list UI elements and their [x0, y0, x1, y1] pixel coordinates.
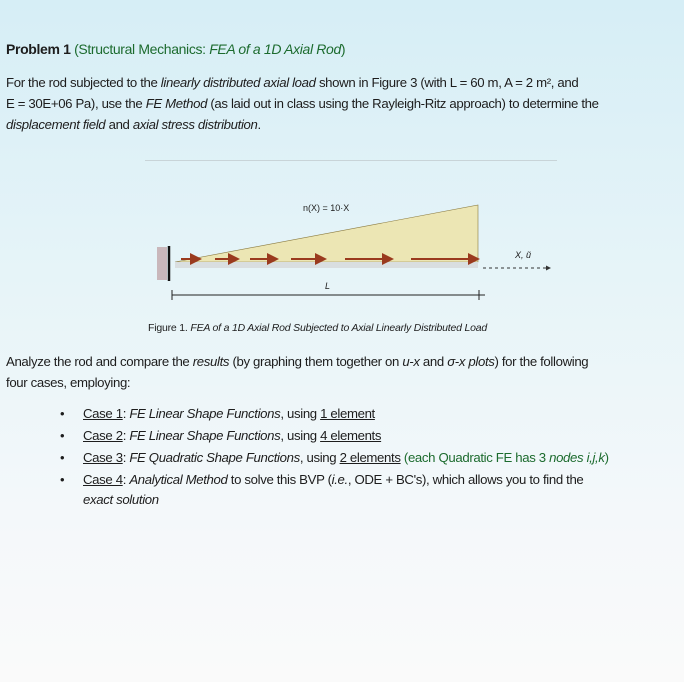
- length-label: L: [325, 281, 331, 291]
- analyze-line-1: Analyze the rod and compare the results (by graphing them together on u-x and σ-x plots) for the following: [6, 354, 589, 369]
- case-3: Case 3: FE Quadratic Shape Functions, using 2 elements (each Quadratic FE has 3 nodes i,j,k): [83, 450, 609, 465]
- rod: [175, 262, 478, 268]
- case-2: Case 2: FE Linear Shape Functions, using 4 elements: [83, 428, 382, 443]
- fixed-wall: [157, 247, 167, 280]
- case-4-continued: exact solution: [83, 492, 159, 507]
- bullet: •: [60, 406, 65, 421]
- bullet: •: [60, 428, 65, 443]
- case-1: Case 1: FE Linear Shape Functions, using 1 element: [83, 406, 375, 421]
- intro-line-1: For the rod subjected to the linearly distributed axial load shown in Figure 3 (with L = 60 m, A = 2 m², and: [6, 75, 579, 90]
- bullet: •: [60, 450, 65, 465]
- distributed-load-triangle: [175, 205, 478, 262]
- analyze-line-2: four cases, employing:: [6, 375, 131, 390]
- problem-subtitle: (Structural Mechanics: FEA of a 1D Axial Rod): [74, 41, 346, 57]
- problem-title: [6, 41, 345, 57]
- case-4: Case 4: Analytical Method to solve this BVP (i.e., ODE + BC's), which allows you to find the: [83, 472, 584, 487]
- axis-label: X, ũ: [515, 250, 532, 260]
- figure-rod-diagram: [145, 160, 557, 319]
- bullet: •: [60, 472, 65, 487]
- intro-line-3: displacement field and axial stress distribution.: [6, 117, 261, 132]
- intro-line-2: E = 30E+06 Pa), use the FE Method (as laid out in class using the Rayleigh-Ritz approach) to determine the: [6, 96, 599, 111]
- load-function-label: n(X) = 10·X: [303, 203, 350, 213]
- problem-number: Problem 1: [6, 41, 71, 57]
- figure-caption: Figure 1. FEA of a 1D Axial Rod Subjected to Axial Linearly Distributed Load: [148, 322, 488, 334]
